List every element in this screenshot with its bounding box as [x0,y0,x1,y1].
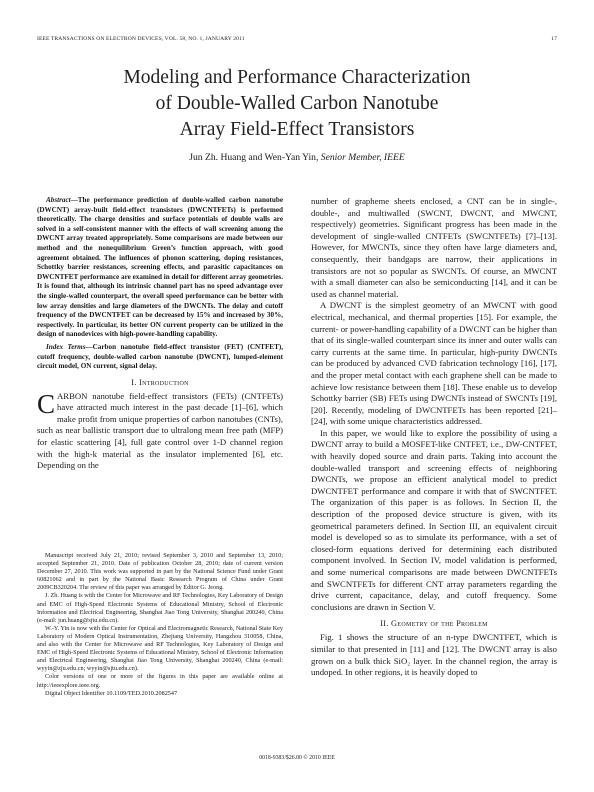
footnote-author-2: W.-Y. Yin is now with the Center for Optical and Electromagnetic Research, National State Key Laboratory of Modern Optical Instrumentation, Zhejiang University, Hangzhou 310058, China, and also with the Center for Microwave and RF Technologies, Key Laboratory of Design and EMC of High-Speed Electronic Systems of Educational Ministry, School of Electronic Information and Electrical Engineering, Shanghai Jiao Tong University, Shanghai 200240, China (e-mail: wyyin@zju.edu.cn; wyyin@sjtu.edu.cn). [37,624,283,673]
journal-name: IEEE TRANSACTIONS ON ELECTRON DEVICES, VOL. 58, NO. 1, JANUARY 2011 [37,36,245,42]
index-terms-label: Index Terms [46,342,86,351]
footnotes [37,552,283,698]
author-names: Jun Zh. Huang and Wen-Yan Yin, [189,152,321,163]
author-line [0,152,594,163]
abstract-label: Abstract [46,196,71,204]
title-line-2: of Double-Walled Carbon Nanotube [155,93,439,114]
page-number: 17 [551,36,557,42]
right-paragraph-1: number of grapheme sheets enclosed, a CNT can be in single-, double-, and multiwalled (SWCNT, DWCNT, and MWCNT, respectively) geometries. Significant progress has been made in the development of single-walled CNTFETs (SWCNTFETs) [7]–[13]. However, for MWCNTs, since they often have large diameters and, consequently, their bandgaps are narrow, their applications in transistors are not so popular as SWCNTs. Of course, an MWCNT with a small diameter can also be semiconducting [14], and it can be used as channel material. [311,196,557,299]
intro-paragraph-text: ARBON nanotube field-effect transistors (FETs) (CNTFETs) have attracted much interest in the past decade [1]–[6], which make profit from unique properties of carbon nanotubes (CNTs), such as near ballistic transport due to ultralong mean free path (MFP) for elastic scattering [4], full gate control over 1-D channel region with the high-k material as the insulator implemented [6], etc. Depending on the [37,390,283,471]
copyright-footer: 0018-9383/$26.00 © 2010 IEEE [259,755,335,761]
abstract-text: —The performance prediction of double-walled carbon nanotube (DWCNT) array-built field-effect transistors (DWCNTFETs) is performed theoretically. The charge densities and surface potentials of double walls are solved in a self-consistent manner with the effects of wall screening among the DWCNT array treated appropriately. Some comparisons are made between our method and the nonequilibrium Green’s function approach, with good agreement obtained. The influences of phonon scattering, doping resistances, Schottky barrier resistances, screening effects, and parasitic capacitances on DWCNTFET performance are examined in detail for different array geometries. It is found that, although its intrinsic channel part has no speed advantage over the single-walled counterpart, the overall speed performance can be better with low array densities and large diameters of the DWCNTs. The delay and cutoff frequency of the DWCNTFET can be decreased by 15% and increased by 30%, respectively. In particular, its better ON current property can be utilized in the design of nanodevices with high-power-handling capability. [37,196,283,339]
running-head [37,36,557,46]
left-column [37,196,283,472]
right-paragraph-3: In this paper, we would like to explore the possibility of using a DWCNT array to build a MOSFET-like CNTFET, i.e., DW-CNTFET, with heavily doped source and drain parts. Taking into account the double-walled transport and screening effects of neighboring DWCNTs, we propose an efficient analytical model to predict DWCNTFET performance and compare it with that of SWCNTFET. The organization of this paper is as follows. In Section II, the description of the proposed device structure is given, with its geometrical parameters defined. In Section III, an equivalent circuit model is developed so as to simulate its performance, with a set of closed-form equations derived for determining each distributed component involved. In Section IV, model validation is performed, and some numerical comparisons are made between DWCNTFETs and SWCNTFETs for different CNT array parameters regarding the drive current, capacitance, delay, and cutoff frequency. Some conclusions are drawn in Section V. [311,427,557,612]
title-line-1: Modeling and Performance Characterization [123,67,471,88]
title-line-3: Array Field-Effect Transistors [179,119,415,140]
footnote-received: Manuscript received July 21, 2010; revised September 3, 2010 and September 13, 2010; accepted September 21, 2010. Date of publication October 28, 2010; date of current version December 27, 2010. This work was supported in part by the National Science Fund under Grant 60821062 and in part by the National Basic Research Program of China under Grant 2009CB320204. The review of this paper was arranged by Editor G. Jeong. [37,552,283,592]
right-paragraph-4: Fig. 1 shows the structure of an n-type DWCNTFET, which is similar to that presented in [11] and [12]. The DWCNT array is also grown on a bulk thick SiO₂ layer. In the channel region, the array is undoped. In other regions, it is heavily doped to [311,632,557,678]
abstract [37,196,283,340]
right-paragraph-2: A DWCNT is the simplest geometry of an MWCNT with good electrical, mechanical, and thermal properties [15]. For example, the current- or power-handling capability of a DWCNT can be higher than that of its single-walled counterpart since its inner and outer walls can carry currents at the same time. In particular, high-purity DWCNTs can be produced by advanced CVD fabrication technology [16], [17], and the proper metal contact with each graphene shell can be made to achieve low resistance between them [18]. These enable us to develop Schottky barrier (SB) FETs using DWCNTs instead of SWCNTs [19], [20]. Recently, modeling of DWCNTFETs has been reported [21]–[24], with some unique characteristics addressed. [311,300,557,427]
footnote-doi: Digital Object Identifier 10.1109/TED.2010.2082547 [45,689,178,697]
paper-title [0,65,594,143]
section-heading-geometry: II. Geometry of the Problem [380,619,488,629]
right-column [311,196,557,679]
section-heading-introduction: I. Introduction [131,377,189,387]
footnote-author-1: J. Zh. Huang is with the Center for Microwave and RF Technologies, Key Laboratory of Design and EMC of High-Speed Electronic Systems of Educational Ministry, School of Electronic Information and Electrical Engineering, Shanghai Jiao Tong University, Shanghai 200240, China (e-mail: jun.huang@sjtu.edu.cn). [37,592,283,624]
intro-paragraph [37,388,283,472]
footnote-color: Color versions of one or more of the figures in this paper are available online at http://ieeexplore.ieee.org. [37,673,283,689]
index-terms-text: —Carbon nanotube field-effect transistor (FET) (CNTFET), cutoff frequency, double-walled carbon nanotube (DWCNT), lumped-element circuit model, ON current, signal delay. [37,342,283,371]
drop-cap: C [37,388,56,419]
index-terms [37,343,283,372]
author-membership: Senior Member, IEEE [320,152,405,163]
